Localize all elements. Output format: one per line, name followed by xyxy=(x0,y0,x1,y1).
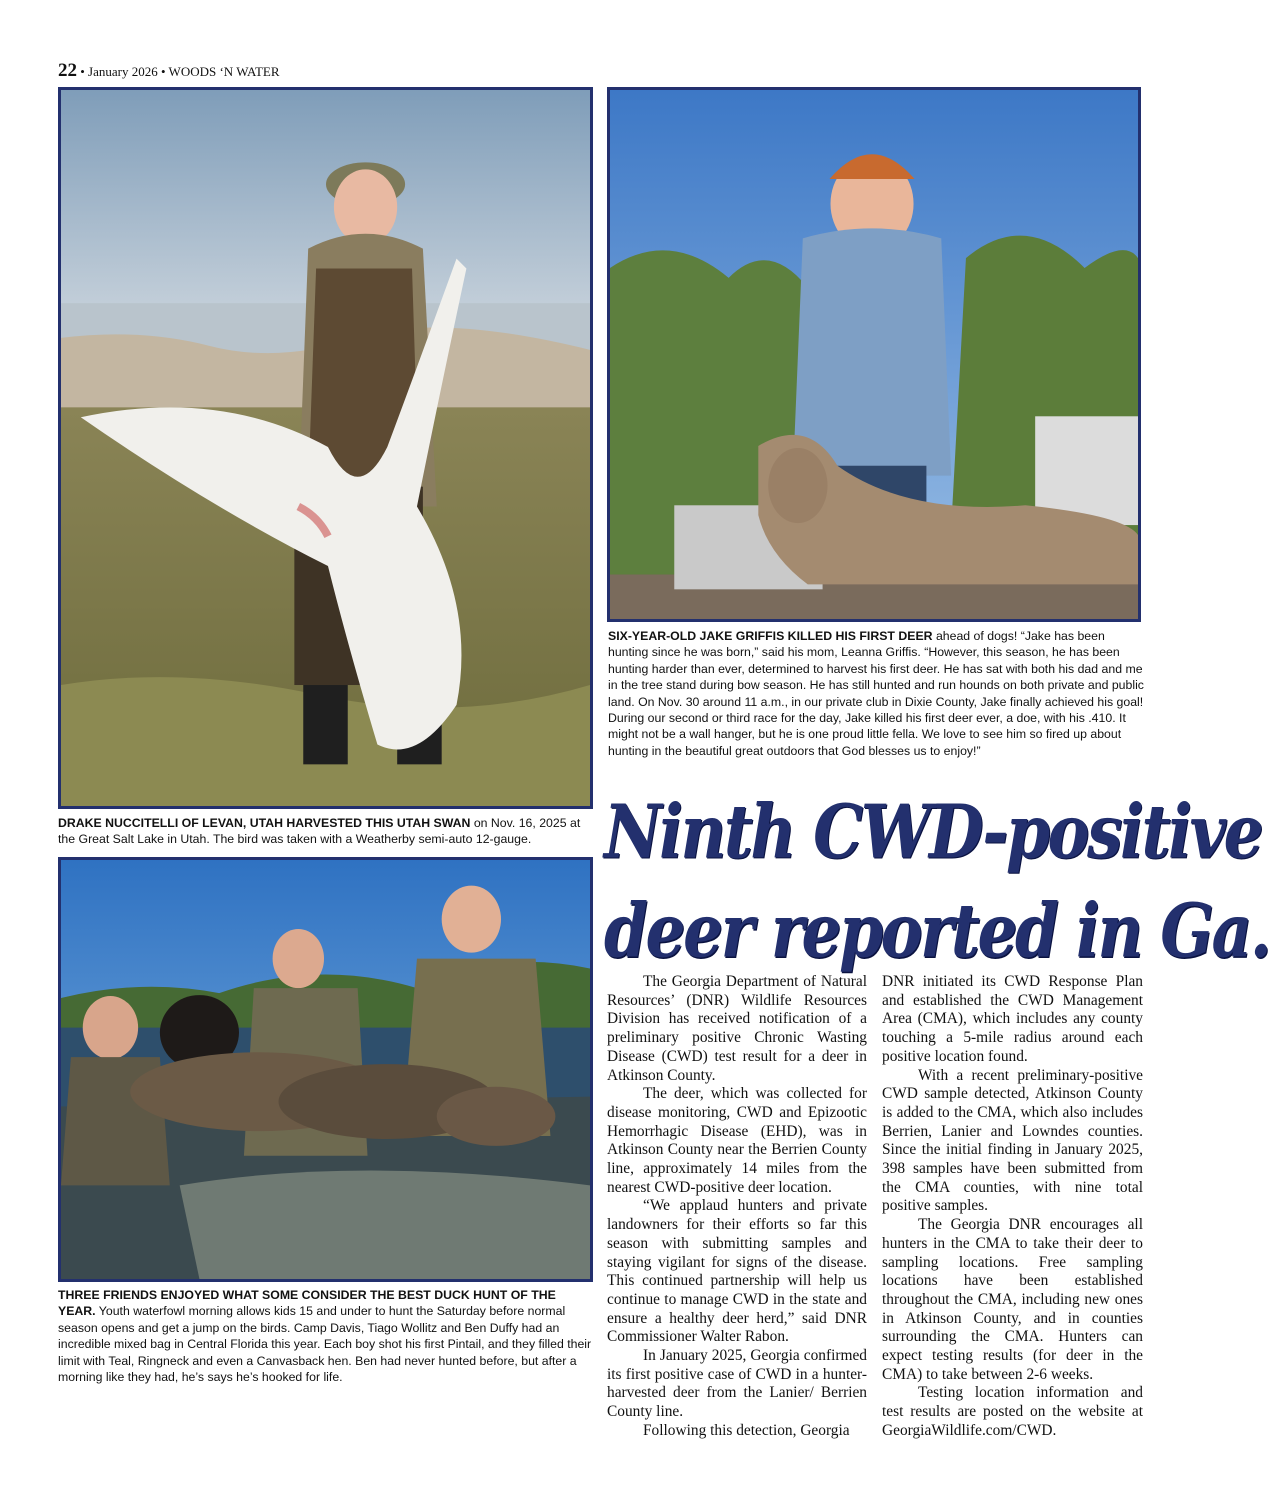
swan-caption xyxy=(58,815,596,848)
deer-photo-illustration xyxy=(610,90,1138,619)
col2-paragraph: With a recent preliminary-positive CWD sample detected, Atkinson County is added to the CMA, which also includes Berrien, Lanier and Lowndes counties. Since the initial finding in January 2025, 398 samples have been submitted from the CMA counties, with nine total positive samples. xyxy=(882,1066,1143,1215)
article-column-2 xyxy=(882,973,1143,1441)
col1-paragraph: In January 2025, Georgia confirmed its first positive case of CWD in a hunter-harvested deer from the Lanier/ Berrien County line. xyxy=(607,1347,867,1421)
article-headline xyxy=(604,782,1269,980)
swan-photo-illustration xyxy=(61,90,590,806)
ducks-caption-body: Youth waterfowl morning allows kids 15 and under to hunt the Saturday before normal season opens and get a jump on the birds. Camp Davis, Tiago Wollitz and Ben Duffy had an incredible mixed bag in Central Florida this year. Each boy shot his first Pintail, and they filled their limit with Teal, Ringneck and even a Canvasback hen. Ben had never hunted before, but after a morning like they had, he’s says he’s hooked for life. xyxy=(58,1304,592,1385)
headline-line-2: deer reported in Ga. xyxy=(604,887,1269,975)
col1-paragraph: The Georgia Department of Natural Resources’ (DNR) Wildlife Resources Division has received notification of a preliminary positive Chronic Wasting Disease (CWD) test result for a deer in Atkinson County. xyxy=(607,973,867,1084)
deer-caption xyxy=(608,628,1144,759)
article-column-1 xyxy=(607,973,867,1441)
deer-photo xyxy=(607,87,1141,622)
ducks-photo xyxy=(58,857,593,1282)
col1-paragraph: The deer, which was collected for disease monitoring, CWD and Epizootic Hemorrhagic Disease (EHD), was in Atkinson County near the Berrien County line, approximately 14 miles from the nearest CWD-positive deer location. xyxy=(607,1085,867,1196)
page-folio xyxy=(58,60,280,82)
swan-caption-body: on Nov. 16, 2025 at the Great Salt Lake in Utah. The bird was taken with a Weatherby semi-auto 12-gauge. xyxy=(58,816,581,847)
headline-line-1: Ninth CWD-positive xyxy=(604,787,1262,876)
ducks-photo-illustration xyxy=(61,860,590,1279)
col2-paragraph: Testing location information and test results are posted on the website at GeorgiaWildlife.com/CWD. xyxy=(882,1384,1143,1439)
col1-paragraph: Following this detection, Georgia xyxy=(643,1421,850,1439)
swan-caption-lead: DRAKE NUCCITELLI OF LEVAN, UTAH HARVESTED THIS UTAH SWAN xyxy=(58,816,471,830)
ducks-caption xyxy=(58,1287,596,1385)
col2-paragraph: DNR initiated its CWD Response Plan and established the CWD Management Area (CMA), which includes any county touching a 5-mile radius around each positive location found. xyxy=(882,973,1143,1065)
swan-photo xyxy=(58,87,593,809)
col1-paragraph: “We applaud hunters and private landowners for their efforts so far this season with submitting samples and staying vigilant for signs of the disease. This continued partnership will help us continue to manage CWD in the state and ensure a healthy deer herd,” said DNR Commissioner Walter Rabon. xyxy=(607,1197,867,1346)
ducks-caption-lead: THREE FRIENDS ENJOYED WHAT SOME CONSIDER THE BEST DUCK HUNT OF THE YEAR. xyxy=(58,1288,556,1319)
folio-details: • January 2026 • WOODS ‘N WATER xyxy=(80,64,280,79)
deer-caption-body: ahead of dogs! “Jake has been hunting since he was born,” said his mom, Leanna Griffis. “However, this season, he has been hunting harder than ever, determined to harvest his first deer. He has sat with both his dad and me in the tree stand during bow season. He has still hunted and run hounds on both private and public land. On Nov. 30 around 11 a.m., in our private club in Dixie County, Jake finally achieved his goal! During our second or third race for the day, Jake killed his first deer ever, a doe, with his .410. It might not be a wall hanger, but he is one proud little fella. We love to see him so fired up about hunting in the beautiful great outdoors that God blesses us to enjoy!” xyxy=(608,629,1144,758)
deer-caption-lead: SIX-YEAR-OLD JAKE GRIFFIS KILLED HIS FIRST DEER xyxy=(608,629,933,643)
page-number: 22 xyxy=(58,60,77,81)
col2-paragraph: The Georgia DNR encourages all hunters in the CMA to take their deer to sampling locations. Free sampling locations have been established throughout the CMA, including new ones in Atkinson County, and in counties surrounding the CMA. Hunters can expect testing results (for deer in the CMA) to take between 2-6 weeks. xyxy=(882,1216,1143,1383)
